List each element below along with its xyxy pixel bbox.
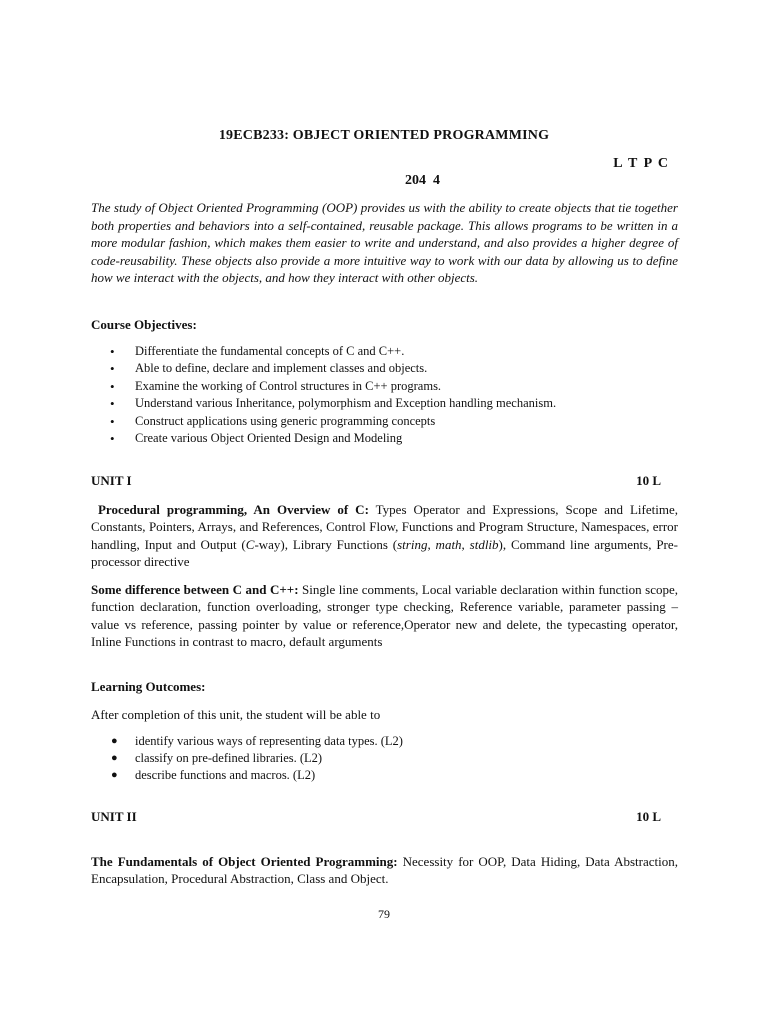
list-item: • Understand various Inheritance, polymorphism and Exception handling mechanism. — [110, 395, 556, 412]
c-vs-cpp-heading: Some difference between C and C++: — [91, 582, 299, 597]
unit-1-paragraph-2 — [91, 581, 678, 651]
credits-values: 204 4 — [405, 173, 440, 188]
library-names: string, math, stdlib — [397, 536, 499, 552]
unit-1-topic-text: Types Operator and Expressions, Scope and Lifetime, Constants, Pointers, Arrays, and References, Control Flow, Functions and Program Structure, Namespaces, error handling, Input and Output ( — [91, 502, 678, 552]
list-item: • Differentiate the fundamental concepts of C and C++. — [110, 343, 556, 360]
unit-1-header — [91, 473, 661, 489]
unit-2-label: UNIT II — [91, 809, 137, 824]
unit-1-topic-text-2: -way), Library Functions ( — [254, 536, 398, 552]
list-item: ● classify on pre-defined libraries. (L2) — [110, 750, 403, 767]
page-number: 79 — [378, 907, 390, 921]
unit-1-label: UNIT I — [91, 473, 132, 488]
oop-fundamentals-heading: The Fundamentals of Object Oriented Programming: — [91, 854, 398, 869]
course-description: The study of Object Oriented Programming (OOP) provides us with the ability to create objects that tie together both properties and behaviors into a self-contained, reusable package. This allows programs to be written in a more modular fashion, which makes them easier to write and understand, and also provides a higher degree of code-reusability. These objects also provide a more intuitive way to work with our data by allowing us to define how we interact with the objects, and how they interact with other objects. — [91, 200, 678, 286]
learning-outcomes-intro: After completion of this unit, the student will be able to — [91, 707, 381, 722]
unit-2-hours: 10 L — [636, 809, 661, 824]
list-item: • Able to define, declare and implement classes and objects. — [110, 360, 556, 377]
c-vs-cpp-text: Single line comments, Local variable declaration within function scope, function declaration, function overloading, stronger type checking, Reference variable, parameter passing – value vs reference, passing pointer by value or reference,Operator new and delete, the typecasting operator, Inline Functions in contrast to macro, default arguments — [91, 582, 678, 650]
ltpc-label: L T P C — [613, 156, 668, 171]
list-item: ● identify various ways of representing data types. (L2) — [110, 733, 403, 750]
list-item: • Construct applications using generic programming concepts — [110, 413, 556, 430]
unit-1-topic-text-3: ), Command line arguments, Pre-processor directive — [91, 536, 678, 570]
list-item: ● describe functions and macros. (L2) — [110, 767, 403, 784]
unit-2-paragraph — [91, 853, 678, 888]
list-item: • Examine the working of Control structures in C++ programs. — [110, 378, 556, 395]
unit-1-topic-heading: Procedural programming, An Overview of C: — [97, 502, 369, 517]
course-objectives-list — [110, 343, 556, 447]
course-title: 19ECB233: OBJECT ORIENTED PROGRAMMING — [218, 128, 550, 143]
course-objectives-heading: Course Objectives: — [91, 317, 197, 332]
unit-1-hours: 10 L — [636, 473, 661, 488]
c-italic: C — [245, 536, 255, 552]
unit-2-header — [91, 809, 661, 825]
oop-fundamentals-text: Necessity for OOP, Data Hiding, Data Abstraction, Encapsulation, Procedural Abstraction, Class and Object. — [91, 854, 678, 887]
learning-outcomes-heading: Learning Outcomes: — [91, 679, 206, 694]
list-item: • Create various Object Oriented Design and Modeling — [110, 430, 556, 447]
learning-outcomes-list — [110, 733, 403, 783]
unit-1-paragraph-1 — [91, 501, 678, 571]
